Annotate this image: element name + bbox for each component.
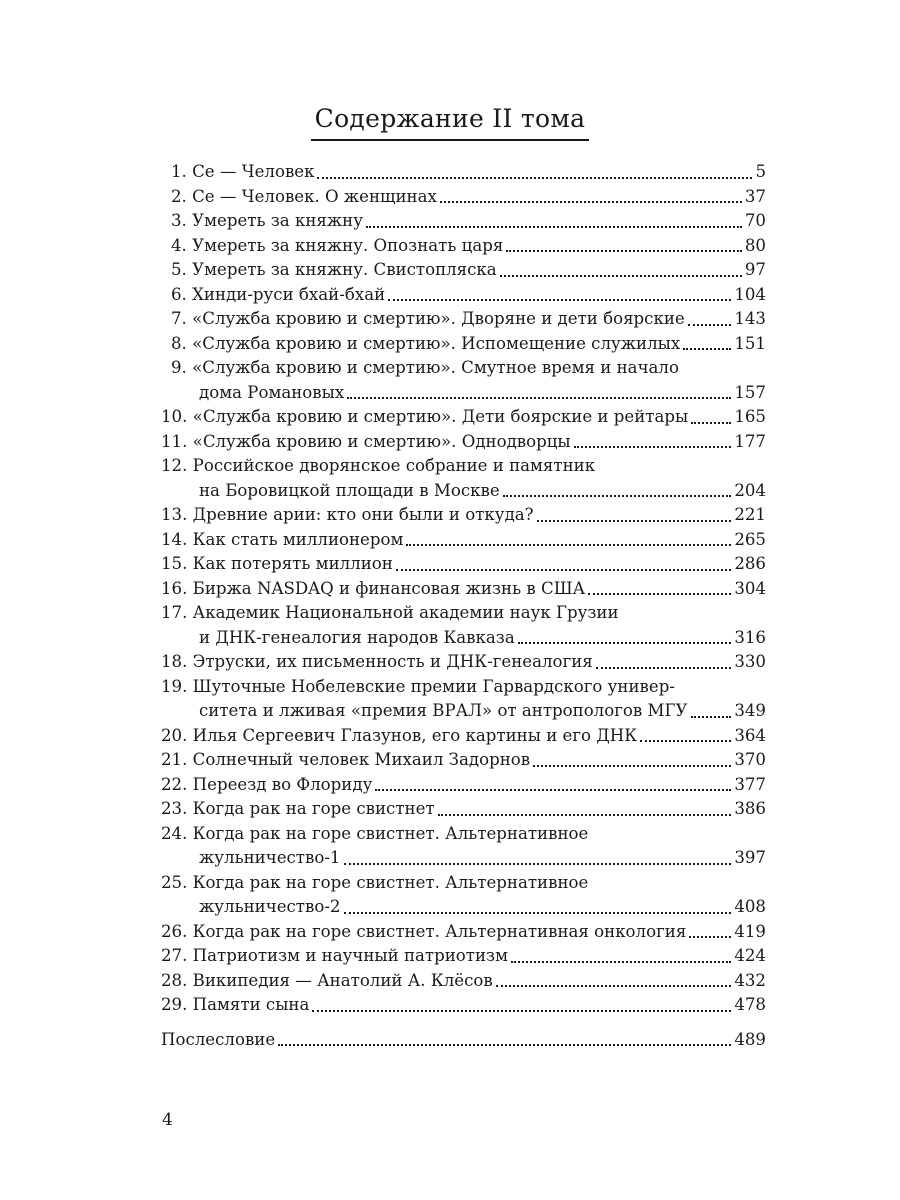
toc-entry[interactable]: [161, 283, 766, 308]
toc-entry-title: 22. Переезд во Флориду: [161, 774, 373, 794]
toc-entry[interactable]: [161, 822, 766, 871]
toc-entry[interactable]: [161, 650, 766, 675]
toc-entry[interactable]: [161, 405, 766, 430]
toc-entry-page: 177: [734, 431, 766, 451]
dot-leader: [506, 249, 742, 252]
dot-leader: [344, 862, 732, 865]
dot-leader: [406, 543, 731, 546]
toc-entry-title: ситета и лживая «премия ВРАЛ» от антропологов МГУ: [199, 701, 688, 720]
toc-entry-page: 165: [734, 407, 766, 426]
toc-entry-page: 316: [734, 627, 766, 647]
dot-leader: [312, 1009, 731, 1012]
dot-leader: [640, 739, 731, 742]
toc-entry[interactable]: [161, 969, 766, 994]
toc-entry[interactable]: [161, 258, 766, 283]
toc-entry-title: 15. Как потерять миллион: [161, 554, 393, 573]
toc-entry-title: 11. «Служба кровию и смертию». Однодворцы: [161, 431, 571, 451]
toc-entry-title: 3. Умереть за княжну: [171, 211, 363, 230]
toc-entry-page: 424: [734, 946, 766, 965]
dot-leader: [440, 200, 742, 203]
toc-entry-page: 104: [734, 284, 766, 304]
toc-entry-page: 370: [734, 750, 766, 769]
toc-entry[interactable]: [161, 675, 766, 724]
toc-entry[interactable]: [161, 748, 766, 773]
toc-entry[interactable]: [161, 454, 766, 503]
toc-entry-title: 8. «Служба кровию и смертию». Испомещение служилых: [171, 333, 681, 353]
dot-leader: [533, 764, 731, 767]
dot-leader: [396, 568, 731, 571]
toc-entry-page: 151: [734, 333, 766, 353]
toc-entry[interactable]: [161, 185, 766, 210]
dot-leader: [366, 225, 742, 228]
toc-entry-page: 70: [744, 211, 766, 230]
toc-entry-page: 397: [734, 848, 766, 867]
dot-leader: [511, 960, 731, 963]
toc-entry-page: 478: [734, 995, 766, 1014]
toc-entry[interactable]: [161, 503, 766, 528]
toc-entry-page: 97: [744, 260, 766, 279]
toc-entry[interactable]: [161, 160, 766, 185]
toc-title: Содержание II тома: [311, 104, 590, 141]
toc-entry[interactable]: [161, 773, 766, 798]
toc-entry[interactable]: [161, 430, 766, 455]
toc-entry-title: жульничество-1: [199, 848, 341, 867]
toc-entry-title: 13. Древние арии: кто они были и откуда?: [161, 505, 534, 524]
page-number: 4: [162, 1110, 173, 1130]
toc-entry-title: 1. Се — Человек: [171, 162, 315, 181]
toc-entry-page: 204: [734, 480, 766, 500]
toc-entry[interactable]: [161, 332, 766, 357]
toc-entry-title: 5. Умереть за княжну. Свистопляска: [171, 260, 497, 279]
toc-entry-page: 377: [734, 774, 766, 794]
dot-leader: [691, 421, 731, 424]
toc-entry-page: 304: [734, 578, 766, 598]
toc-entry-title: жульничество-2: [199, 897, 341, 916]
toc-entry-page: 349: [734, 701, 766, 720]
toc-entry-page: 221: [734, 505, 766, 524]
toc-entry-page: 157: [734, 382, 766, 402]
dot-leader: [683, 347, 731, 350]
dot-leader: [688, 323, 732, 326]
toc-entry[interactable]: [161, 601, 766, 650]
dot-leader: [518, 641, 732, 644]
toc-entry-title: на Боровицкой площади в Москве: [199, 480, 500, 500]
toc-entry-title: 21. Солнечный человек Михаил Задорнов: [161, 750, 531, 769]
toc-entry-title: 26. Когда рак на горе свистнет. Альтернативная онкология: [161, 921, 687, 941]
toc-entry-title: 12. Российское дворянское собрание и памятник: [161, 456, 596, 475]
toc-entry[interactable]: [161, 993, 766, 1018]
toc-entry-title: 27. Патриотизм и научный патриотизм: [161, 946, 508, 965]
dot-leader: [496, 984, 732, 987]
toc-title-wrap: [0, 104, 900, 141]
toc-entry[interactable]: [161, 209, 766, 234]
toc-entry-title: 18. Этруски, их письменность и ДНК-генеалогия: [161, 652, 593, 671]
toc-entry[interactable]: [161, 528, 766, 553]
dot-leader: [689, 935, 731, 938]
toc-entry[interactable]: [161, 356, 766, 405]
dot-leader: [347, 396, 731, 399]
toc-entry-title: дома Романовых: [199, 382, 345, 402]
toc-entry[interactable]: [161, 920, 766, 945]
toc-entry[interactable]: [161, 724, 766, 749]
toc-entry[interactable]: [161, 577, 766, 602]
dot-leader: [438, 813, 732, 816]
dot-leader: [344, 911, 732, 914]
toc-entry-page: 265: [734, 529, 766, 549]
toc-entry[interactable]: [161, 552, 766, 577]
toc-entry-page: 5: [755, 162, 766, 181]
toc-entry-title: 25. Когда рак на горе свистнет. Альтернативное: [161, 872, 589, 892]
toc-entry-page: 364: [734, 725, 766, 745]
dot-leader: [317, 176, 752, 179]
toc-entry[interactable]: [161, 307, 766, 332]
toc-entry-title: 19. Шуточные Нобелевские премии Гарвардского универ-: [161, 676, 675, 696]
dot-leader: [691, 715, 732, 718]
toc-entry-title: 24. Когда рак на горе свистнет. Альтернативное: [161, 823, 589, 843]
dot-leader: [388, 298, 731, 301]
toc-entry-title: Послесловие: [161, 1029, 276, 1049]
toc-entry-page: 143: [734, 309, 766, 328]
toc-entry-title: 7. «Служба кровию и смертию». Дворяне и дети боярские: [171, 309, 685, 328]
dot-leader: [574, 445, 732, 448]
toc-entry[interactable]: [161, 871, 766, 920]
dot-leader: [588, 592, 731, 595]
toc-entry-title: 6. Хинди-руси бхай-бхай: [171, 284, 386, 304]
dot-leader: [500, 274, 742, 277]
toc-entry-title: 10. «Служба кровию и смертию». Дети боярские и рейтары: [161, 407, 689, 426]
toc-entry-page: 489: [734, 1029, 766, 1049]
toc-entry-page: 419: [734, 921, 766, 941]
table-of-contents: [161, 160, 766, 1052]
toc-entry-afterword[interactable]: [161, 1028, 766, 1053]
toc-entry-page: 286: [734, 554, 766, 573]
toc-entry-page: 37: [744, 186, 766, 206]
toc-entry-title: 28. Википедия — Анатолий А. Клёсов: [161, 970, 493, 990]
toc-entry-title: 20. Илья Сергеевич Глазунов, его картины и его ДНК: [161, 725, 638, 745]
dot-leader: [537, 519, 732, 522]
toc-entry[interactable]: [161, 944, 766, 969]
toc-entry-title: 29. Памяти сына: [161, 995, 310, 1014]
toc-entry-title: 16. Биржа NASDAQ и финансовая жизнь в США: [161, 578, 586, 598]
toc-entry-title: 2. Се — Человек. О женщинах: [171, 186, 437, 206]
toc-entry-page: 330: [734, 652, 766, 671]
toc-entry[interactable]: [161, 797, 766, 822]
toc-entry-page: 432: [734, 970, 766, 990]
toc-entry[interactable]: [161, 234, 766, 259]
dot-leader: [596, 666, 732, 669]
toc-entry-page: 408: [734, 897, 766, 916]
toc-entry-title: 4. Умереть за княжну. Опознать царя: [171, 235, 504, 255]
toc-entry-title: 17. Академик Национальной академии наук Грузии: [161, 603, 619, 622]
toc-entry-page: 80: [744, 235, 766, 255]
toc-entry-title: и ДНК-генеалогия народов Кавказа: [199, 627, 515, 647]
toc-entry-page: 386: [734, 799, 766, 818]
dot-leader: [278, 1043, 731, 1046]
toc-entry-title: 9. «Служба кровию и смертию». Смутное время и начало: [171, 358, 679, 377]
dot-leader: [375, 788, 731, 791]
toc-entry-title: 14. Как стать миллионером: [161, 529, 404, 549]
dot-leader: [503, 494, 732, 497]
toc-entry-title: 23. Когда рак на горе свистнет: [161, 799, 435, 818]
